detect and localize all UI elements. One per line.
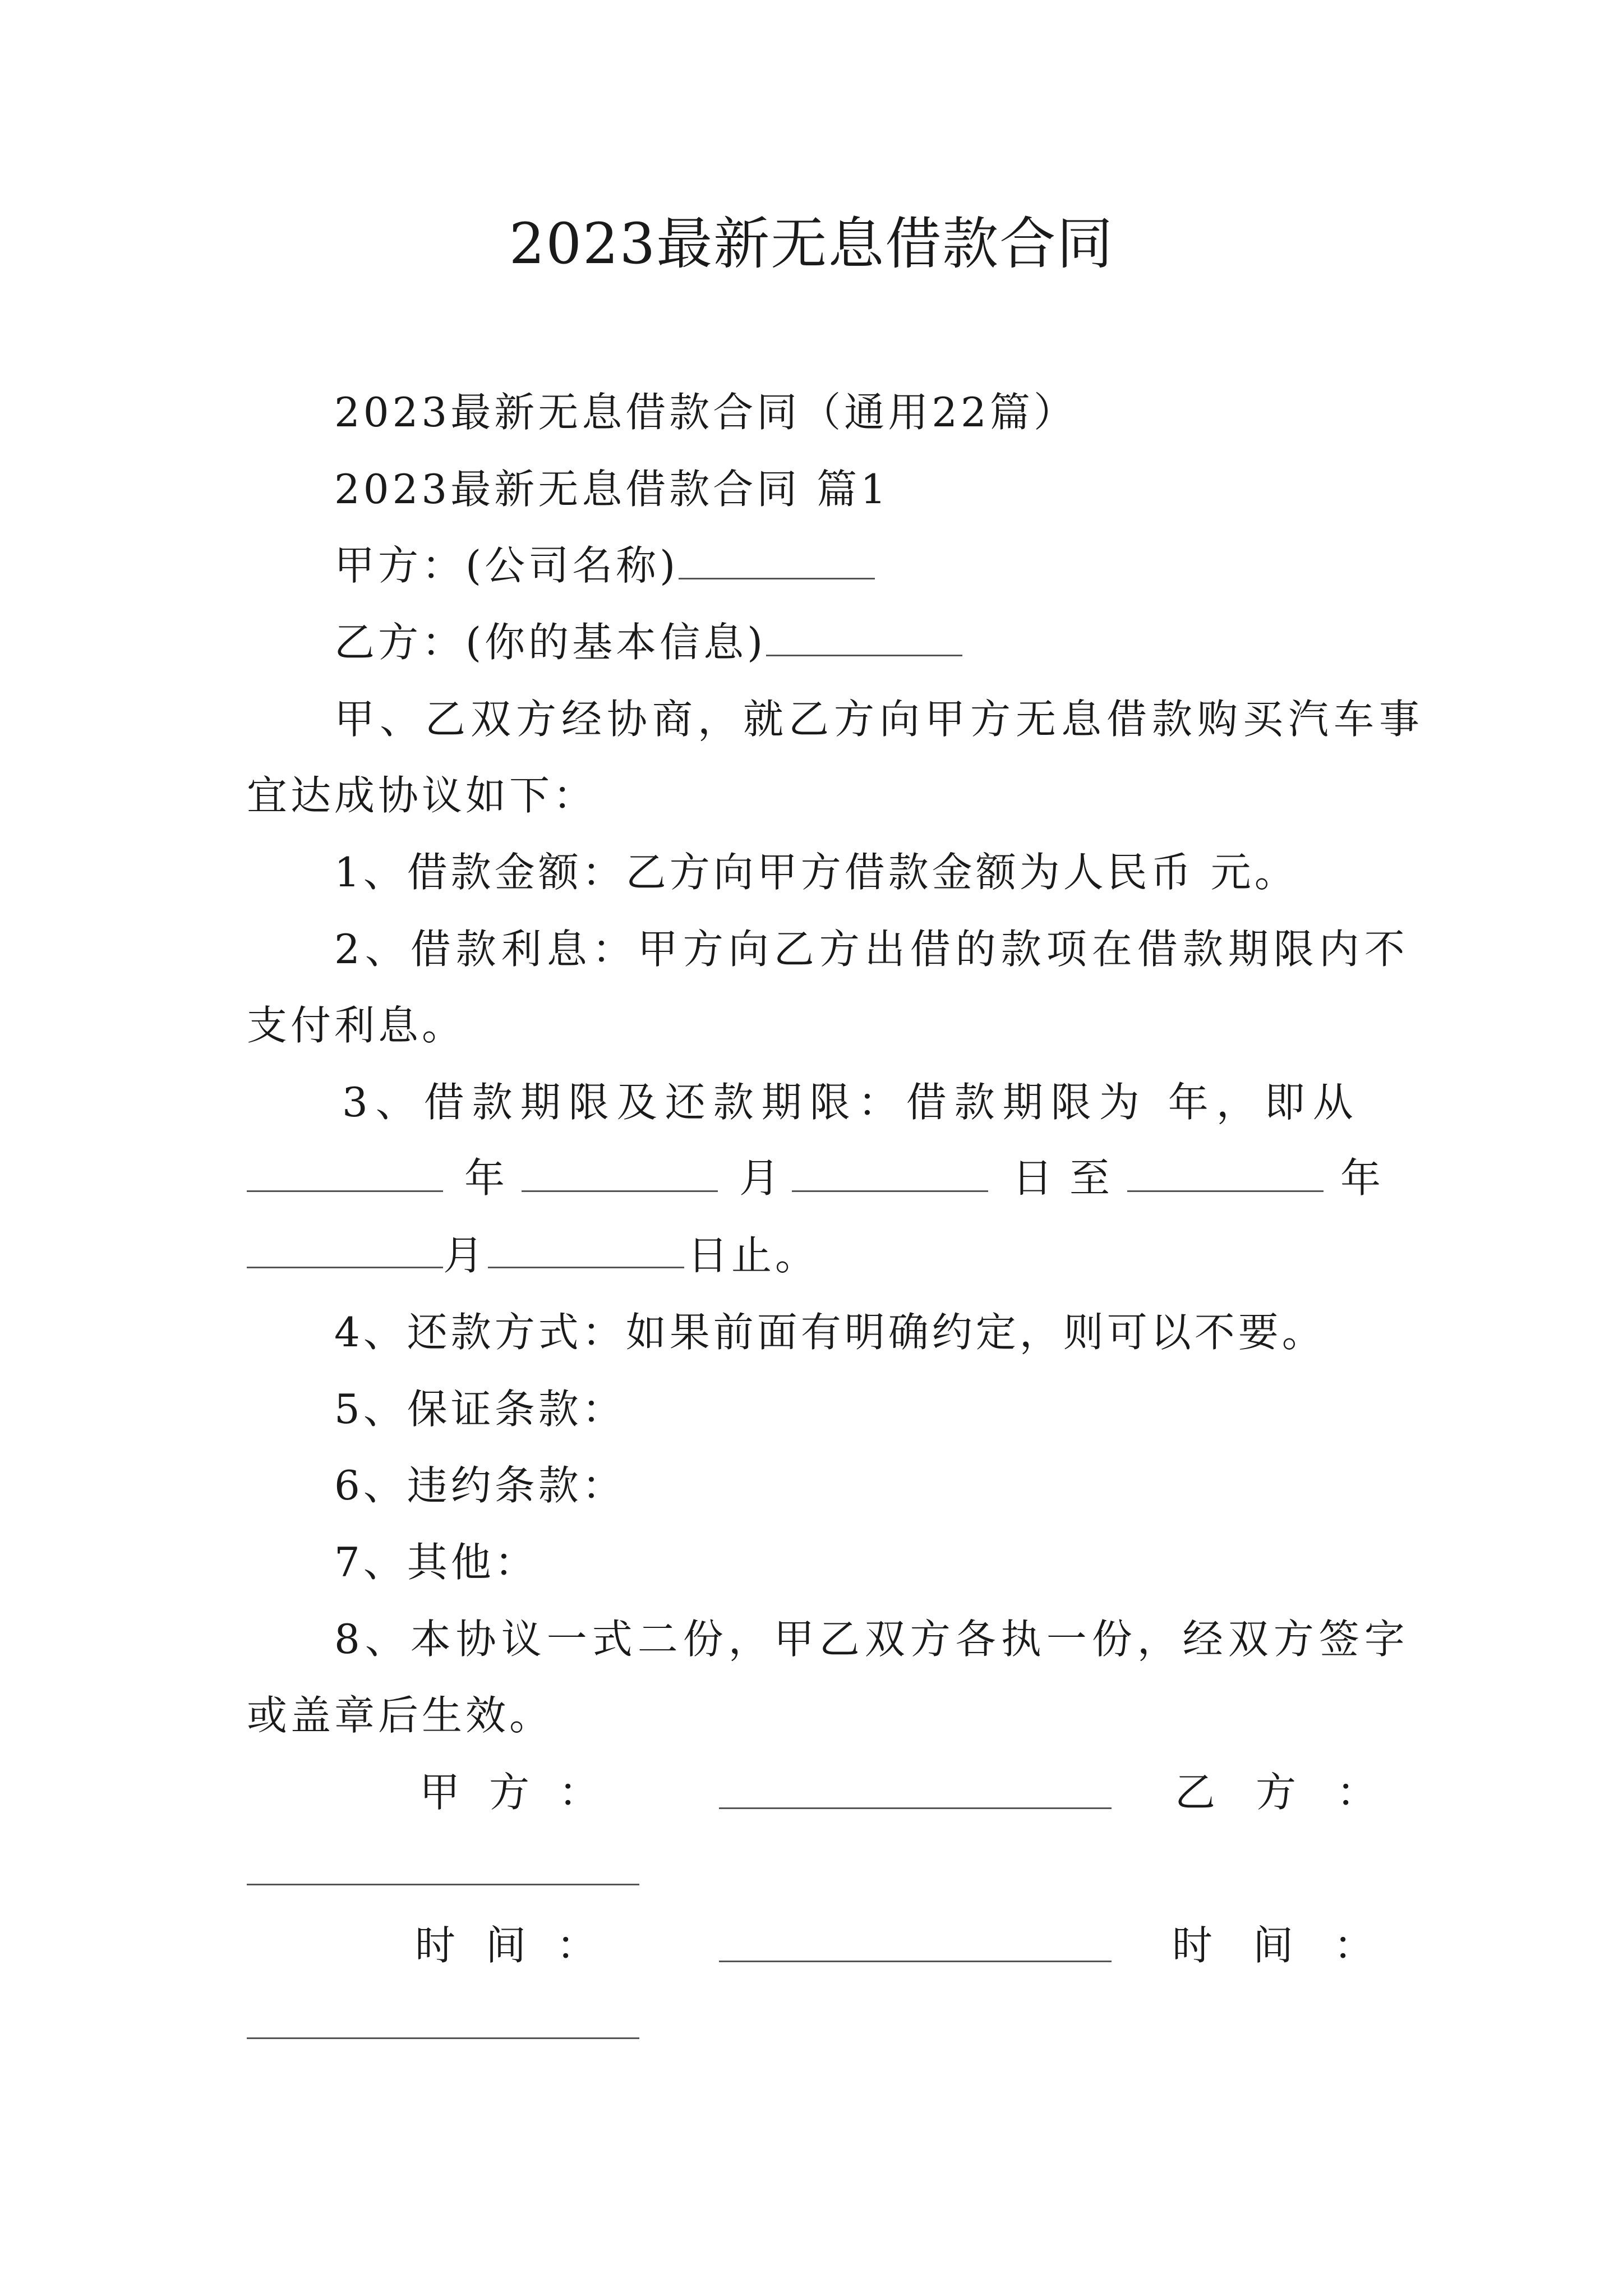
clause-2-line-2: 支付利息。 <box>247 1002 466 1049</box>
clause-5: 5、保证条款： <box>334 1386 626 1433</box>
intro-line-1: 甲、乙双方经协商，就乙方向甲方无息借款购买汽车事 <box>334 696 1425 743</box>
subtitle: 2023最新无息借款合同（通用22篇） <box>334 389 1077 436</box>
time-b-label: 时间： <box>1172 1922 1415 1969</box>
clause-4: 4、还款方式：如果前面有明确约定，则可以不要。 <box>334 1309 1326 1356</box>
intro-line-2: 宜达成协议如下： <box>247 772 597 819</box>
sign-a-label: 甲方： <box>419 1769 629 1816</box>
time-b-blank <box>247 2037 639 2039</box>
party-a-line <box>334 537 875 593</box>
date-day-to-label: 日至 <box>1012 1154 1127 1202</box>
blank-end-year <box>1127 1190 1324 1192</box>
blank-start-month <box>522 1190 718 1192</box>
clause-3-line-1: 3、借款期限及还款期限：借款期限为 年，即从 <box>342 1079 1361 1126</box>
document-title: 2023最新无息借款合同 <box>509 211 1114 277</box>
party-b-label: 乙方：(你的基本信息) <box>334 619 767 666</box>
clause-8-line-2: 或盖章后生效。 <box>247 1692 554 1739</box>
clause-7: 7、其他： <box>334 1539 538 1586</box>
blank-start-year <box>247 1190 443 1192</box>
clause-6: 6、违约条款： <box>334 1462 626 1509</box>
clause-2-line-1: 2、借款利息：甲方向乙方出借的款项在借款期限内不 <box>334 926 1410 973</box>
date-month2-label: 月 <box>443 1232 487 1279</box>
sign-b-label: 乙方： <box>1175 1769 1418 1816</box>
blank-end-day <box>488 1267 684 1268</box>
time-a-label: 时间： <box>415 1922 628 1969</box>
date-year2-label: 年 <box>1340 1154 1385 1202</box>
party-b-line <box>334 614 962 670</box>
sign-a-blank <box>719 1807 1112 1809</box>
blank-end-month <box>247 1267 443 1268</box>
date-year-label: 年 <box>464 1154 509 1202</box>
party-a-label: 甲方：(公司名称) <box>334 542 679 589</box>
section-heading: 2023最新无息借款合同 篇1 <box>334 466 889 513</box>
date-end-label: 日止。 <box>688 1232 819 1279</box>
blank-start-day <box>792 1190 988 1192</box>
date-month-label: 月 <box>739 1154 783 1202</box>
party-b-blank <box>766 615 962 656</box>
clause-8-line-1: 8、本协议一式二份，甲乙双方各执一份，经双方签字 <box>334 1616 1410 1663</box>
time-a-blank <box>719 1961 1112 1962</box>
clause-1: 1、借款金额：乙方向甲方借款金额为人民币 元。 <box>334 849 1298 896</box>
party-a-blank <box>679 539 875 579</box>
sign-b-blank <box>247 1884 639 1885</box>
